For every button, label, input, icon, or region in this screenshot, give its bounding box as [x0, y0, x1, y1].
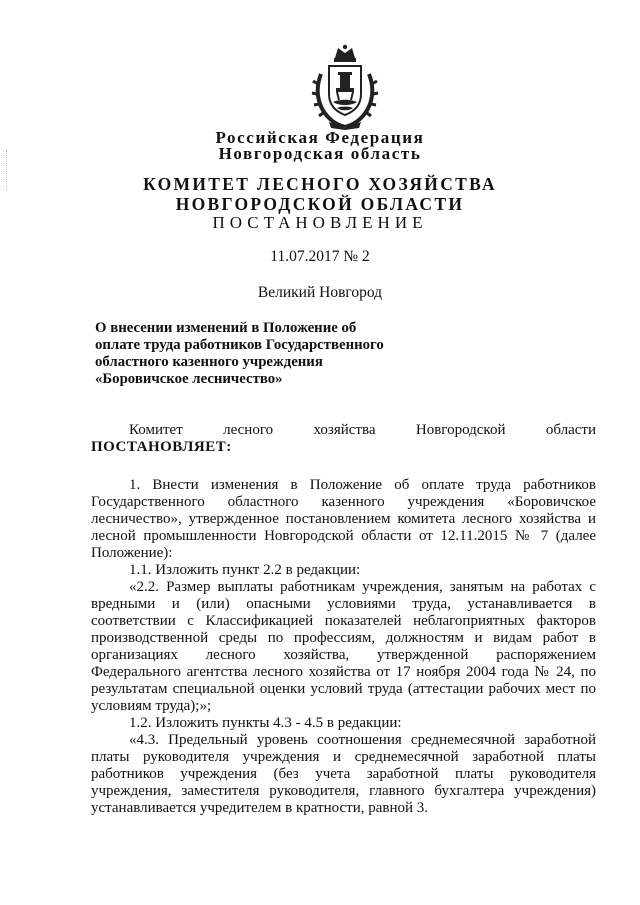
- document-date-number: 11.07.2017 № 2: [270, 248, 370, 265]
- paragraph-line: лесничество», утвержденное постановлением комитета лесного хозяйства и: [91, 511, 596, 527]
- title-line: «Боровичское лесничество»: [95, 371, 283, 387]
- quote-line: устанавливается учредителем в кратности, равной 3.: [91, 800, 429, 816]
- quote-line: вредными и (или) опасными условиями труда, устанавливается в: [91, 596, 596, 612]
- paragraph-line: Положение):: [91, 545, 173, 561]
- quote-line: производственной среды по профессиям, должностям и видам работ в: [91, 630, 596, 646]
- quote-line: работников учреждения (без учета заработной платы руководителя: [91, 766, 596, 782]
- paragraph-line: 1. Внести изменения в Положение об оплате труда работников: [129, 477, 596, 493]
- preamble-line: Комитет лесного хозяйства Новгородской области: [129, 422, 596, 438]
- country-name: Российская Федерация: [215, 128, 425, 147]
- document-body: [91, 477, 596, 817]
- committee-name-line-1: КОМИТЕТ ЛЕСНОГО ХОЗЯЙСТВА: [143, 174, 497, 194]
- quote-line: соответствии с Классификацией показателей неблагоприятных факторов: [91, 613, 596, 629]
- coat-of-arms-emblem: [311, 44, 379, 130]
- paragraph-line: лесной промышленности Новгородской области от 12.11.2015 № 7 (далее: [91, 528, 596, 544]
- quote-line: «2.2. Размер выплаты работникам учреждения, занятым на работах с: [129, 579, 596, 595]
- title-line: оплате труда работников Государственного: [95, 337, 384, 353]
- quote-line: организациях лесного хозяйства, утвержденной распоряжением: [91, 647, 596, 663]
- preamble: [91, 422, 596, 456]
- quote-line: Федерального агентства лесного хозяйства от 17 ноября 2004 года № 24, по: [91, 664, 596, 680]
- document-type: ПОСТАНОВЛЕНИЕ: [212, 213, 428, 232]
- quote-line: учреждения, заместителя руководителя, главного бухгалтера учреждения): [91, 783, 596, 799]
- item-1-1: 1.1. Изложить пункт 2.2 в редакции:: [129, 562, 361, 578]
- region-name: Новгородская область: [218, 144, 422, 163]
- quote-line: результатам специальной оценки условий труда (аттестации рабочих мест по: [91, 681, 596, 697]
- document-title: [95, 320, 415, 388]
- item-1-2: 1.2. Изложить пункты 4.3 - 4.5 в редакции:: [129, 715, 402, 731]
- quote-line: условиям труда);»;: [91, 698, 212, 714]
- quote-line: платы руководителя учреждения и среднемесячной заработной платы: [91, 749, 596, 765]
- document-city: Великий Новгород: [257, 284, 383, 301]
- decree-word: ПОСТАНОВЛЯЕТ:: [91, 439, 232, 455]
- title-line: областного казенного учреждения: [95, 354, 323, 370]
- paragraph-line: Государственного областного казенного учреждения «Боровичское: [91, 494, 596, 510]
- committee-name-line-2: НОВГОРОДСКОЙ ОБЛАСТИ: [175, 194, 465, 214]
- quote-line: «4.3. Предельный уровень соотношения среднемесячной заработной: [129, 732, 596, 748]
- title-line: О внесении изменений в Положение об: [95, 320, 357, 336]
